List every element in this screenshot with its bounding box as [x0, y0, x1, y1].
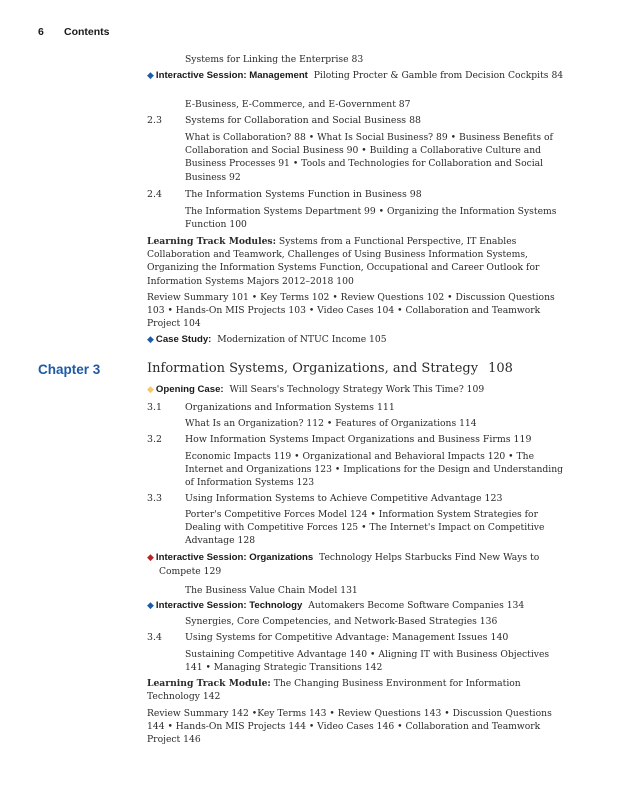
opening-case-label: Opening Case: [155, 384, 224, 395]
chapter-page: 108 [488, 361, 513, 376]
toc-subentries-2-4: The Information Systems Department 99 • Organizing the Information Systems Function 100 [185, 206, 557, 231]
header-title: Contents [64, 26, 110, 38]
page-number: 6 [38, 26, 44, 38]
toc-section-3-4 [147, 631, 567, 644]
interactive-session-label: Interactive Session: Management [155, 70, 308, 81]
learning-track-text: Systems from a Functional Perspective, IT Enables Collaboration and Teamwork, Challenges of Using Business Information Systems, Organizing the Information Systems Function, Occupational and Career Outlook for Information Systems Majors 2012–2018 100 [147, 236, 540, 287]
interactive-session-label: Interactive Session: Organizations [155, 552, 314, 563]
diamond-icon: ◆ [147, 553, 154, 563]
entry-text: Will Sears's Technology Strategy Work This Time? 109 [229, 384, 485, 395]
learning-track-label: Learning Track Modules: [147, 236, 276, 247]
toc-learning-track-module [147, 677, 567, 703]
chapter-title [147, 361, 513, 376]
entry-text: Automakers Become Software Companies 134 [308, 600, 525, 611]
toc-subentries-3-4: Sustaining Competitive Advantage 140 • Aligning IT with Business Objectives 141 • Managing Strategic Transitions 142 [185, 649, 550, 674]
toc-subentries-3-2: Economic Impacts 119 • Organizational and Behavioral Impacts 120 • The Internet and Organizations 123 • Implications for the Design and Understanding of Information Systems 123 [185, 451, 564, 489]
toc-section-2-4 [147, 188, 567, 201]
toc-entry-interactive-management [147, 69, 579, 83]
section-number: 2.3 [147, 115, 162, 126]
toc-section-3-2 [147, 433, 567, 446]
toc-subentries-3-1: What Is an Organization? 112 • Features of Organizations 114 [185, 418, 477, 429]
toc-section-3-3 [147, 492, 567, 505]
toc-entry-linking-enterprise: Systems for Linking the Enterprise 83 [185, 54, 364, 65]
learning-track-label: Learning Track Module: [147, 678, 271, 689]
toc-section-2-3 [147, 114, 567, 127]
toc-entry-synergies: Synergies, Core Competencies, and Network-Based Strategies 136 [185, 616, 498, 627]
running-header [38, 26, 110, 38]
section-title: Systems for Collaboration and Social Business 88 [185, 115, 421, 126]
toc-review-summary: Review Summary 101 • Key Terms 102 • Review Questions 102 • Discussion Questions 103 • Hands-On MIS Projects 103 • Video Cases 104 • Collaboration and Teamwork Project 104 [147, 292, 555, 330]
section-number: 3.4 [147, 632, 162, 643]
toc-entry-value-chain: The Business Value Chain Model 131 [185, 585, 358, 596]
section-title: Using Information Systems to Achieve Competitive Advantage 123 [185, 493, 503, 504]
diamond-icon: ◆ [147, 335, 154, 345]
toc-learning-track-modules [147, 235, 567, 288]
entry-text: Piloting Procter & Gamble from Decision Cockpits 84 [313, 70, 564, 81]
diamond-icon: ◆ [147, 385, 154, 395]
toc-subentries-3-3: Porter's Competitive Forces Model 124 • Information System Strategies for Dealing with Competitive Forces 125 • The Internet's Impact on Competitive Advantage 128 [185, 509, 545, 547]
section-title: The Information Systems Function in Business 98 [185, 189, 422, 200]
diamond-icon: ◆ [147, 601, 154, 611]
case-study-label: Case Study: [155, 334, 212, 345]
toc-subentries-2-3: What is Collaboration? 88 • What Is Social Business? 89 • Business Benefits of Collaboration and Social Business 90 • Building a Collaborative Culture and Business Processes 91 • Tools and Technologies for Collaboration and Social Business 92 [185, 132, 553, 183]
section-title: Using Systems for Competitive Advantage: Management Issues 140 [185, 632, 509, 643]
entry-text: Modernization of NTUC Income 105 [217, 334, 387, 345]
toc-case-study [147, 333, 567, 347]
section-title: How Information Systems Impact Organizations and Business Firms 119 [185, 434, 532, 445]
diamond-icon: ◆ [147, 71, 154, 81]
toc-interactive-technology [147, 599, 567, 613]
toc-opening-case [147, 383, 567, 397]
section-number: 2.4 [147, 189, 162, 200]
chapter-label: Chapter 3 [38, 362, 101, 377]
toc-section-3-1 [147, 401, 567, 414]
section-title: Organizations and Information Systems 111 [185, 402, 395, 413]
toc-entry-ebusiness: E-Business, E-Commerce, and E-Government 87 [185, 99, 411, 110]
toc-review-summary-ch3: Review Summary 142 •Key Terms 143 • Review Questions 143 • Discussion Questions 144 • Hands-On MIS Projects 144 • Video Cases 146 • Collaboration and Teamwork Project 146 [147, 708, 552, 746]
section-number: 3.1 [147, 402, 162, 413]
learning-track-text: The Changing Business Environment for Information Technology 142 [147, 678, 521, 703]
chapter-title-text: Information Systems, Organizations, and Strategy [147, 361, 479, 376]
toc-interactive-organizations [147, 551, 579, 578]
entry-text: Technology Helps Starbucks Find New Ways to Compete 129 [159, 552, 540, 578]
section-number: 3.3 [147, 493, 162, 504]
interactive-session-label: Interactive Session: Technology [155, 600, 303, 611]
section-number: 3.2 [147, 434, 162, 445]
